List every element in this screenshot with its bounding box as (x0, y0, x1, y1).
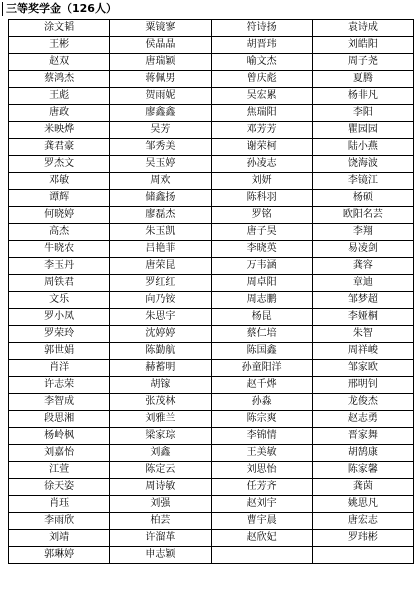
table-cell: 周志鹏 (211, 292, 312, 309)
table-row (9, 530, 414, 547)
table-row (9, 275, 414, 292)
table-cell: 陈定云 (110, 462, 211, 479)
scholarship-table (8, 19, 414, 564)
table-cell: 梁家琮 (110, 428, 211, 445)
table-cell: 蔡鸿杰 (9, 71, 110, 88)
table-cell: 周卓阳 (211, 275, 312, 292)
table-cell: 李阳 (312, 105, 413, 122)
table-cell: 周祥峻 (312, 343, 413, 360)
table-cell: 朱智 (312, 326, 413, 343)
table-cell: 赵双 (9, 54, 110, 71)
table-cell: 易凌剑 (312, 241, 413, 258)
table-cell: 焦瑞阳 (211, 105, 312, 122)
table-cell: 杨硕 (312, 190, 413, 207)
table-cell: 申志颖 (110, 547, 211, 564)
table-row (9, 513, 414, 530)
table-cell: 唐宏志 (312, 513, 413, 530)
table-cell: 龚君豪 (9, 139, 110, 156)
table-cell: 曾庆彪 (211, 71, 312, 88)
table-cell: 唐政 (9, 105, 110, 122)
table-row (9, 241, 414, 258)
table-cell: 刘鑫 (110, 445, 211, 462)
table-cell: 许志荣 (9, 377, 110, 394)
table-cell: 吴宏累 (211, 88, 312, 105)
table-cell: 章迪 (312, 275, 413, 292)
table-cell: 刘雅兰 (110, 411, 211, 428)
document-title: 三等奖学金（126人） (2, 2, 117, 16)
table-cell: 王美敏 (211, 445, 312, 462)
table-cell: 袁诗成 (312, 20, 413, 37)
table-cell: 李晓英 (211, 241, 312, 258)
table-cell: 徐天姿 (9, 479, 110, 496)
table-row (9, 394, 414, 411)
table-cell: 瞿园园 (312, 122, 413, 139)
table-cell: 赵欣妃 (211, 530, 312, 547)
table-row (9, 207, 414, 224)
table-cell: 粟镜寥 (110, 20, 211, 37)
table-cell: 周铁君 (9, 275, 110, 292)
table-row (9, 411, 414, 428)
table-cell: 廖磊杰 (110, 207, 211, 224)
table-cell: 罗玮彬 (312, 530, 413, 547)
table-cell: 罗杰文 (9, 156, 110, 173)
table-cell: 邢明钊 (312, 377, 413, 394)
table-cell: 郭琳婷 (9, 547, 110, 564)
table-row (9, 20, 414, 37)
table-cell: 周子尧 (312, 54, 413, 71)
table-cell: 周诗敏 (110, 479, 211, 496)
table-cell: 高杰 (9, 224, 110, 241)
table-cell: 涂文韬 (9, 20, 110, 37)
table-cell: 唐瑞颖 (110, 54, 211, 71)
table-cell: 柏芸 (110, 513, 211, 530)
table-row (9, 496, 414, 513)
table-cell: 晋家舞 (312, 428, 413, 445)
table-row (9, 71, 414, 88)
table-cell: 万韦涵 (211, 258, 312, 275)
table-cell (312, 547, 413, 564)
table-cell: 李玉丹 (9, 258, 110, 275)
table-cell: 喻文杰 (211, 54, 312, 71)
table-row (9, 37, 414, 54)
table-cell: 孙淼 (211, 394, 312, 411)
table-cell: 曹宇晨 (211, 513, 312, 530)
table-row (9, 122, 414, 139)
table-cell: 谢荣柯 (211, 139, 312, 156)
table-cell: 邹家欧 (312, 360, 413, 377)
table-cell: 陈科羽 (211, 190, 312, 207)
table-row (9, 343, 414, 360)
table-cell: 龙俊杰 (312, 394, 413, 411)
table-row (9, 479, 414, 496)
table-cell: 储鑫扬 (110, 190, 211, 207)
table-cell: 李娅桐 (312, 309, 413, 326)
table-row (9, 258, 414, 275)
table-cell: 赵千烨 (211, 377, 312, 394)
table-cell: 吴玉婷 (110, 156, 211, 173)
table-body (9, 20, 414, 564)
table-cell: 李雨欣 (9, 513, 110, 530)
table-row (9, 309, 414, 326)
table-row (9, 173, 414, 190)
table-cell: 刘思怡 (211, 462, 312, 479)
table-cell: 欧阳名芸 (312, 207, 413, 224)
table-cell: 龚茵 (312, 479, 413, 496)
table-cell: 杨昆 (211, 309, 312, 326)
table-cell: 米映烨 (9, 122, 110, 139)
table-cell: 罗小凤 (9, 309, 110, 326)
table-cell: 饶海波 (312, 156, 413, 173)
table-cell: 孙童阳洋 (211, 360, 312, 377)
table-cell: 文乐 (9, 292, 110, 309)
table-cell: 朱玉凯 (110, 224, 211, 241)
table-cell: 杨岭枫 (9, 428, 110, 445)
table-row (9, 190, 414, 207)
table-row (9, 445, 414, 462)
table-cell: 贺雨妮 (110, 88, 211, 105)
table-cell: 李智成 (9, 394, 110, 411)
table-cell: 何晓婷 (9, 207, 110, 224)
table-cell: 龚容 (312, 258, 413, 275)
table-row (9, 326, 414, 343)
table-row (9, 54, 414, 71)
table-cell: 肖洋 (9, 360, 110, 377)
table-cell: 邓敏 (9, 173, 110, 190)
table-cell: 李镜江 (312, 173, 413, 190)
table-cell: 刘皓阳 (312, 37, 413, 54)
table-cell: 蔡仁培 (211, 326, 312, 343)
table-cell: 陈家馨 (312, 462, 413, 479)
table-cell: 罗铭 (211, 207, 312, 224)
table-cell: 唐子昊 (211, 224, 312, 241)
table-row (9, 428, 414, 445)
table-cell: 刘靖 (9, 530, 110, 547)
table-cell: 沈婷婷 (110, 326, 211, 343)
table-cell: 罗荣玲 (9, 326, 110, 343)
table-cell: 任芳齐 (211, 479, 312, 496)
table-cell: 王彬 (9, 37, 110, 54)
table-cell: 胡鹄康 (312, 445, 413, 462)
table-row (9, 377, 414, 394)
table-row (9, 360, 414, 377)
table-cell: 谭辉 (9, 190, 110, 207)
table-row (9, 88, 414, 105)
table-cell: 赵刘宇 (211, 496, 312, 513)
table-cell: 蒋佩男 (110, 71, 211, 88)
table-row (9, 139, 414, 156)
table-cell: 刘嘉怡 (9, 445, 110, 462)
table-row (9, 547, 414, 564)
table-cell: 唐荣昆 (110, 258, 211, 275)
table-cell: 陈勤航 (110, 343, 211, 360)
table-cell: 李锦情 (211, 428, 312, 445)
table-cell: 符诗扬 (211, 20, 312, 37)
table-cell: 赫蓄明 (110, 360, 211, 377)
table-cell: 夏腾 (312, 71, 413, 88)
table-cell: 孙凌志 (211, 156, 312, 173)
table-cell: 邓芳芳 (211, 122, 312, 139)
table-cell: 胡晋玮 (211, 37, 312, 54)
table-cell: 肖珏 (9, 496, 110, 513)
table-cell: 陈国鑫 (211, 343, 312, 360)
table-cell: 段思湘 (9, 411, 110, 428)
table-row (9, 156, 414, 173)
table-row (9, 462, 414, 479)
table-cell: 廖鑫鑫 (110, 105, 211, 122)
table-cell: 赵志勇 (312, 411, 413, 428)
table-cell: 吴芳 (110, 122, 211, 139)
table-cell: 朱思宇 (110, 309, 211, 326)
table-cell: 张茂林 (110, 394, 211, 411)
table-cell: 周欢 (110, 173, 211, 190)
table-cell: 胡镓 (110, 377, 211, 394)
table-cell: 江萱 (9, 462, 110, 479)
table-cell: 邹秀美 (110, 139, 211, 156)
table-cell: 牛晓农 (9, 241, 110, 258)
table-cell: 杨非凡 (312, 88, 413, 105)
table-cell: 罗红红 (110, 275, 211, 292)
table-cell (211, 547, 312, 564)
table-cell: 陆小燕 (312, 139, 413, 156)
table-cell: 李翔 (312, 224, 413, 241)
table-cell: 陈宗爽 (211, 411, 312, 428)
table-cell: 吕艳菲 (110, 241, 211, 258)
table-cell: 姚思凡 (312, 496, 413, 513)
table-row (9, 105, 414, 122)
table-cell: 刘妍 (211, 173, 312, 190)
table-row (9, 292, 414, 309)
table-cell: 许溜革 (110, 530, 211, 547)
table-cell: 邹梦超 (312, 292, 413, 309)
table-cell: 刘强 (110, 496, 211, 513)
table-row (9, 224, 414, 241)
table-cell: 向乃铵 (110, 292, 211, 309)
table-cell: 郭世娟 (9, 343, 110, 360)
table-cell: 王彪 (9, 88, 110, 105)
table-cell: 侯晶晶 (110, 37, 211, 54)
